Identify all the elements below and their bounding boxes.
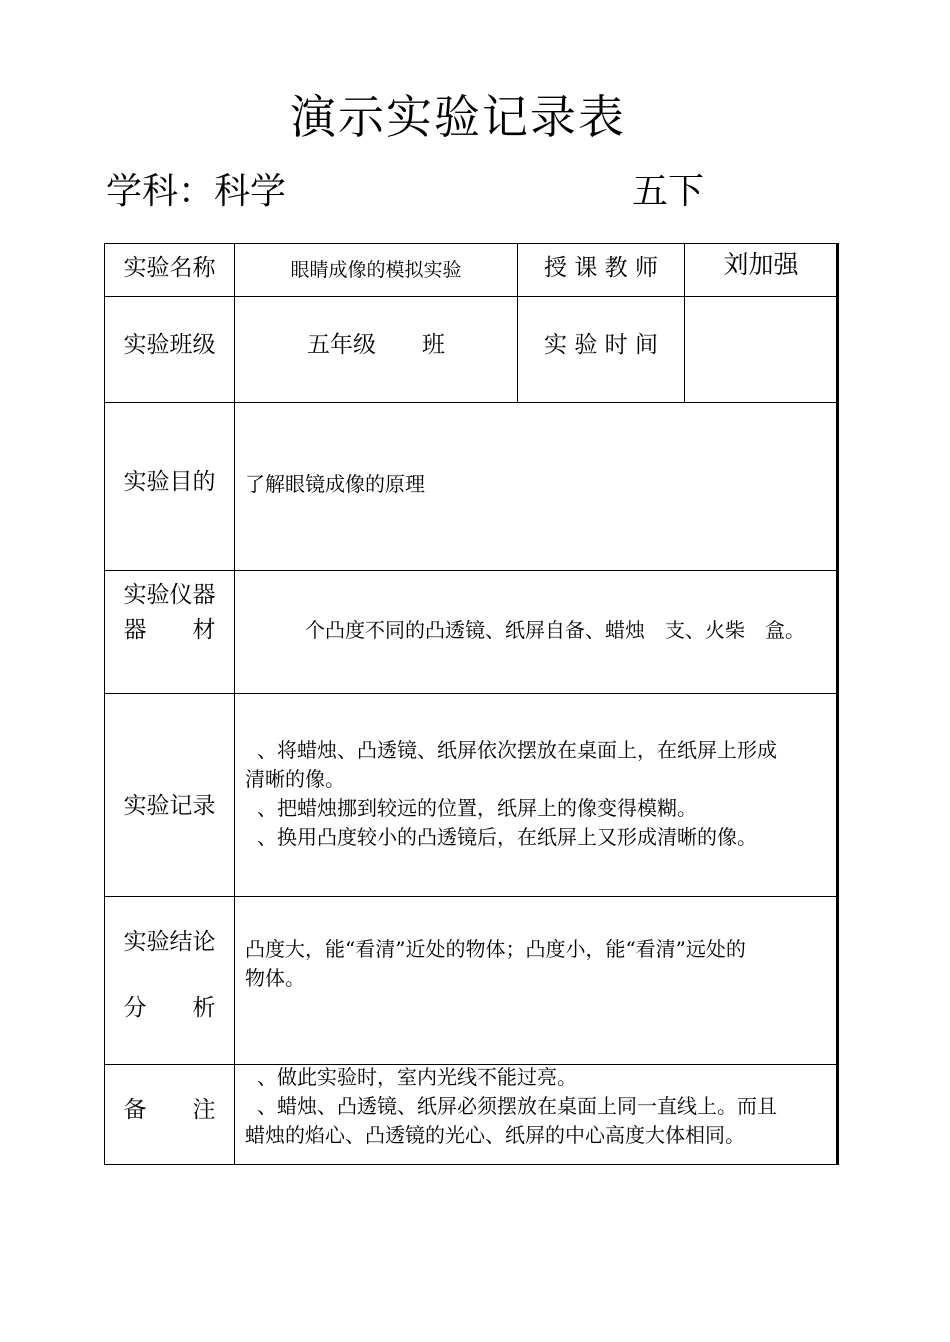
record-line: 、换用凸度较小的凸透镜后，在纸屏上又形成清晰的像。 bbox=[257, 825, 757, 849]
subject-label: 学科：科学 bbox=[106, 171, 287, 212]
column-divider bbox=[234, 244, 235, 1164]
class-label: 实验班级 bbox=[123, 332, 216, 358]
experiment-name-label: 实验名称 bbox=[123, 255, 216, 281]
experiment-name-value: 眼睛成像的模拟实验 bbox=[290, 259, 462, 281]
record-line: 、把蜡烛挪到较远的位置，纸屏上的像变得模糊。 bbox=[257, 796, 697, 820]
notes-line: 、做此实验时，室内光线不能过亮。 bbox=[257, 1065, 577, 1089]
record-label: 实验记录 bbox=[123, 793, 216, 819]
teacher-label: 授 课 教 师 bbox=[544, 255, 658, 281]
grade-label: 五下 bbox=[632, 171, 705, 212]
row-divider bbox=[105, 402, 837, 403]
conclusion-line: 凸度大，能“看清”近处的物体；凸度小，能“看清”远处的 bbox=[245, 937, 746, 961]
equipment-value: 个凸度不同的凸透镜、纸屏自备、蜡烛 支、火柴 盒。 bbox=[305, 618, 805, 642]
page-title: 演示实验记录表 bbox=[290, 90, 626, 144]
conclusion-label-line2: 分 析 bbox=[123, 995, 216, 1021]
purpose-value: 了解眼镜成像的原理 bbox=[245, 472, 425, 496]
notes-line: 蜡烛的焰心、凸透镜的光心、纸屏的中心高度大体相同。 bbox=[245, 1123, 745, 1147]
equipment-label-line2: 器 材 bbox=[123, 617, 216, 643]
purpose-label: 实验目的 bbox=[123, 469, 216, 495]
row-divider bbox=[105, 896, 837, 897]
notes-label: 备 注 bbox=[123, 1097, 216, 1123]
row-divider bbox=[105, 693, 837, 694]
teacher-value: 刘加强 bbox=[723, 250, 799, 279]
equipment-label-line1: 实验仪器 bbox=[123, 582, 216, 608]
record-table bbox=[104, 243, 839, 1165]
record-line: 、将蜡烛、凸透镜、纸屏依次摆放在桌面上，在纸屏上形成 bbox=[257, 738, 777, 762]
conclusion-line: 物体。 bbox=[245, 966, 305, 990]
row-divider bbox=[105, 296, 837, 297]
conclusion-label-line1: 实验结论 bbox=[123, 929, 216, 955]
class-value: 五年级 班 bbox=[307, 332, 445, 358]
notes-line: 、蜡烛、凸透镜、纸屏必须摆放在桌面上同一直线上。而且 bbox=[257, 1094, 777, 1118]
row-divider bbox=[105, 570, 837, 571]
time-label: 实 验 时 间 bbox=[544, 332, 658, 358]
record-line: 清晰的像。 bbox=[245, 767, 345, 791]
